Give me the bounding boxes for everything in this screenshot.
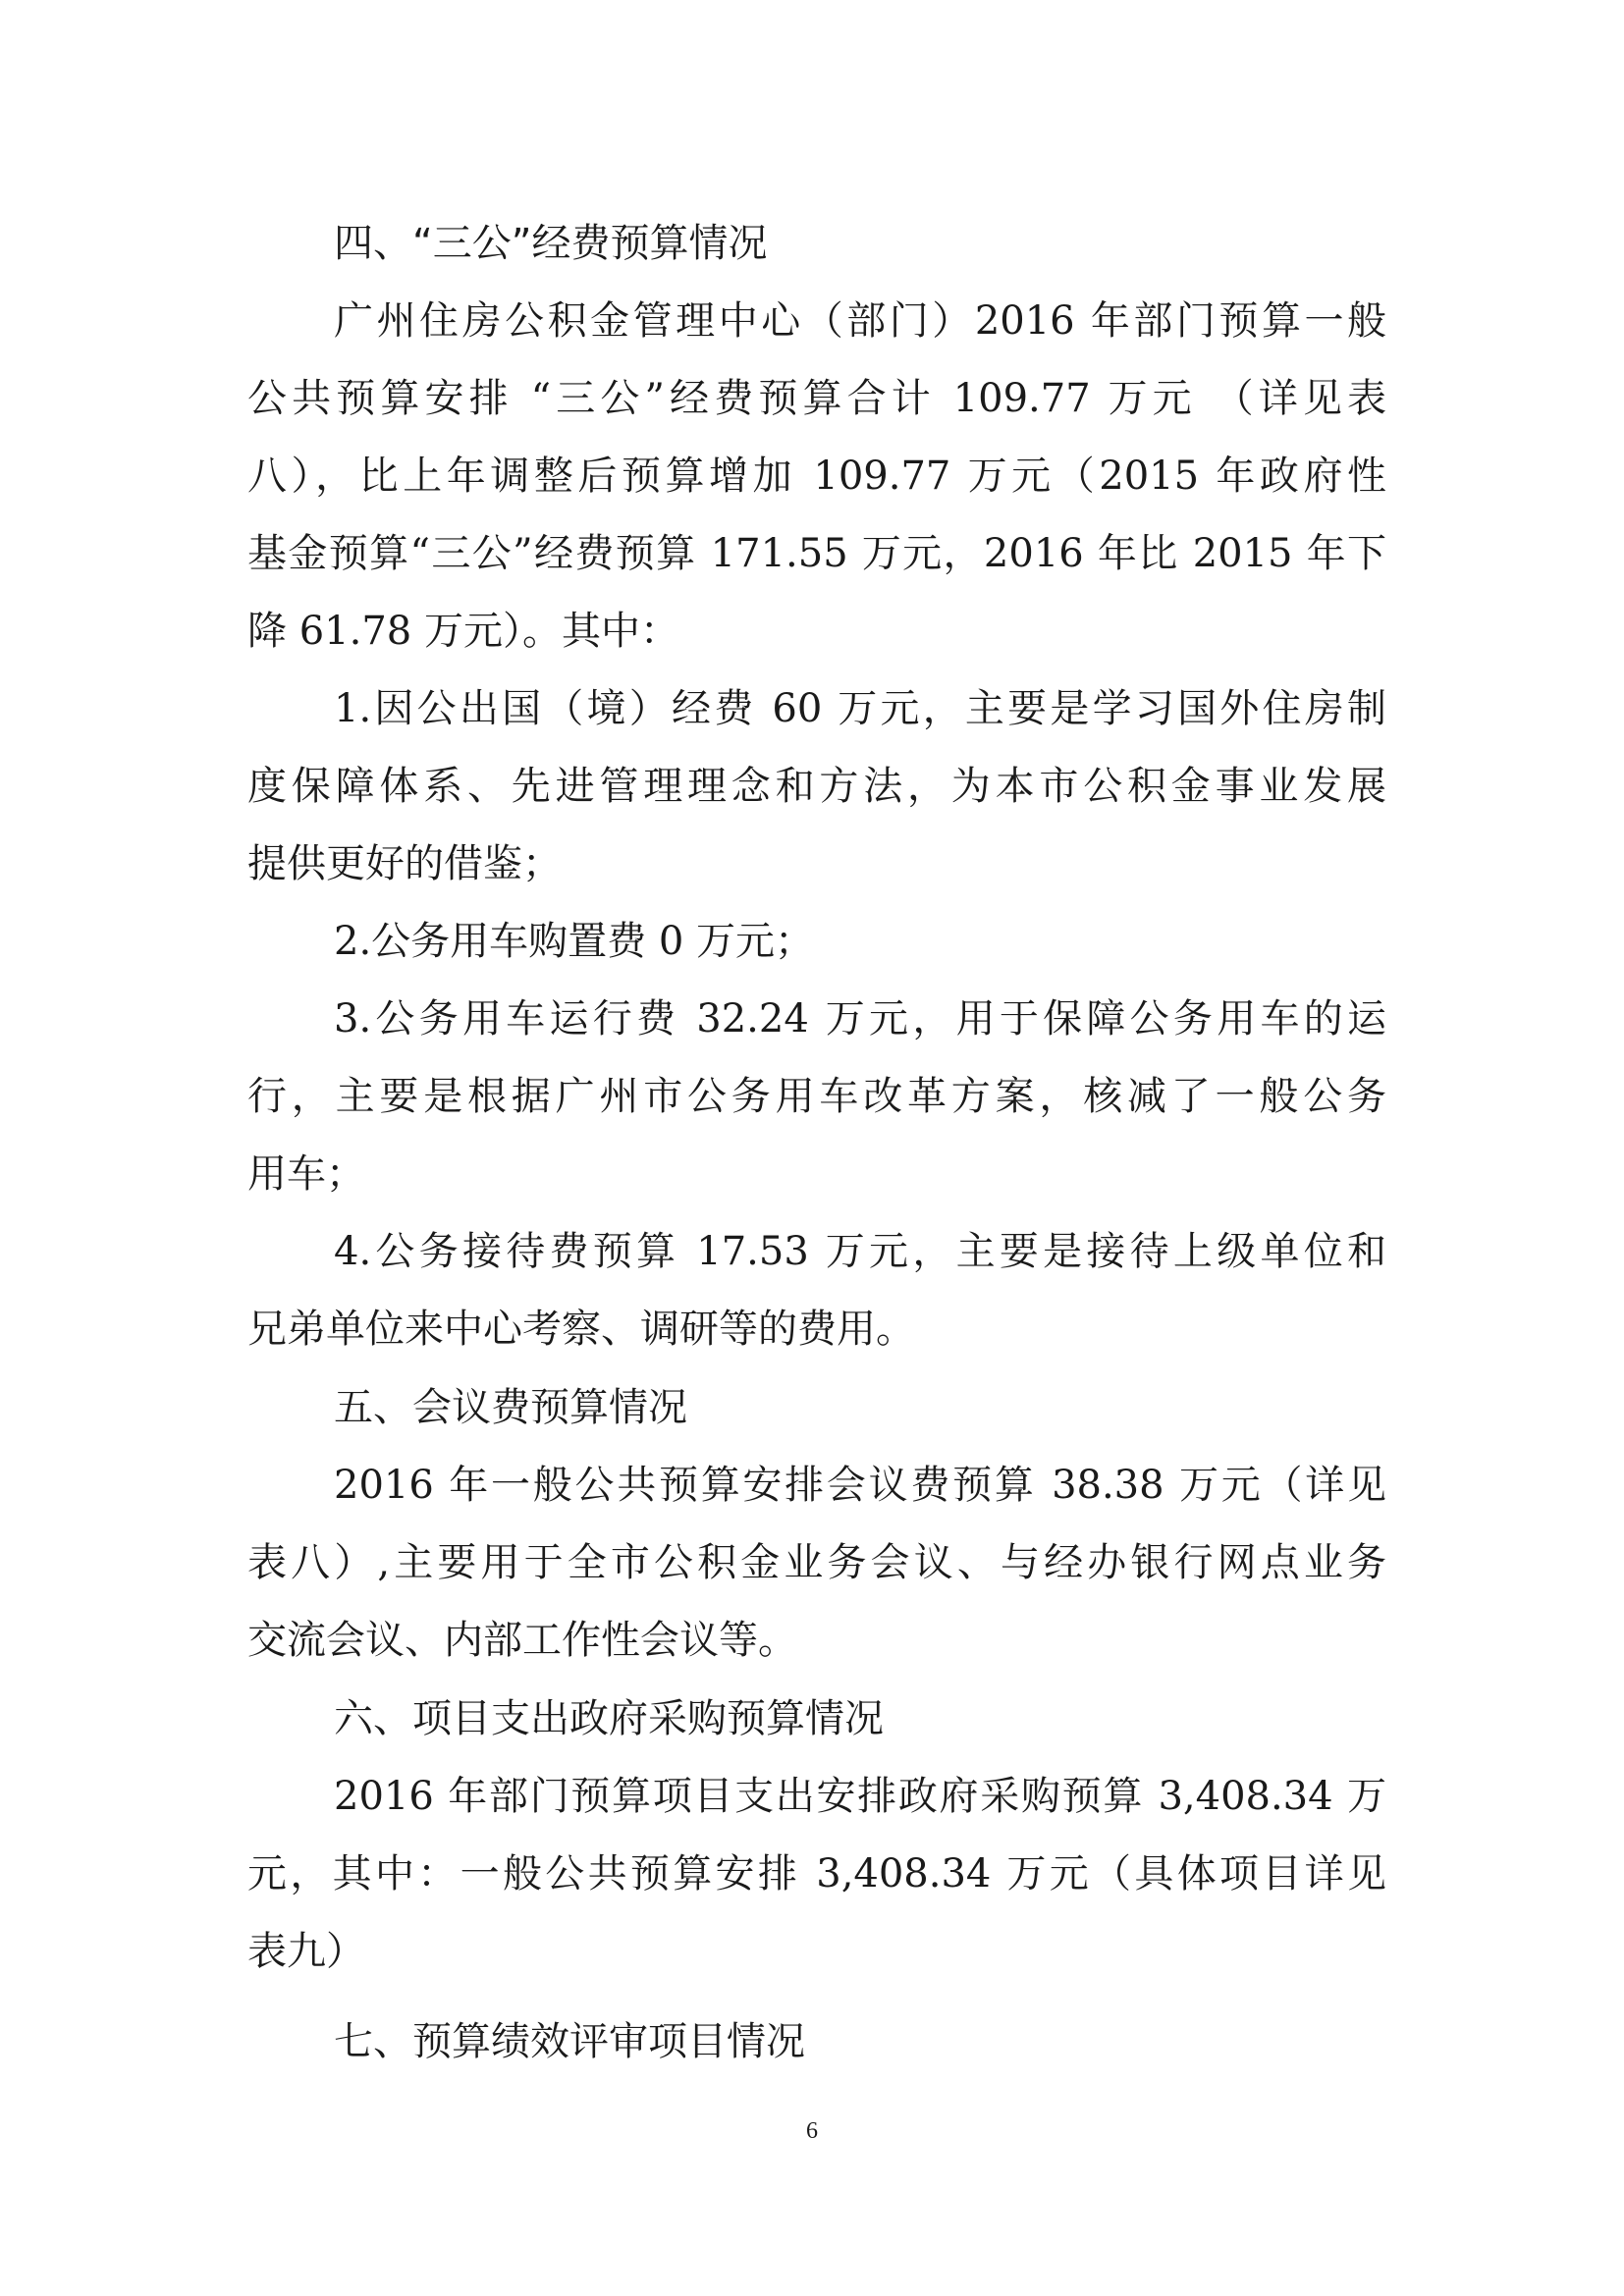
text-line: 用车；: [247, 1151, 365, 1197]
text-line: 4.公务接待费预算 17.53 万元，主要是接待上级单位和: [334, 1229, 1386, 1274]
paragraph-4-item-3: [247, 981, 1386, 1213]
section-heading-7: 七、预算绩效评审项目情况: [334, 2019, 805, 2064]
page-number: 6: [806, 2118, 818, 2144]
paragraph-4-item-2: [247, 903, 1386, 981]
section-heading-6: 六、项目支出政府采购预算情况: [334, 1696, 884, 1741]
text-line: 3.公务用车运行费 32.24 万元，用于保障公务用车的运: [334, 996, 1386, 1041]
text-line: 2016 年一般公共预算安排会议费预算 38.38 万元（详见: [334, 1463, 1386, 1508]
text-line: 度保障体系、先进管理理念和方法，为本市公积金事业发展: [247, 764, 1386, 809]
text-line: 元，其中：一般公共预算安排 3,408.34 万元（具体项目详见: [247, 1851, 1386, 1896]
paragraph-6: [247, 1758, 1386, 1991]
section-heading-5: 五、会议费预算情况: [334, 1385, 687, 1430]
text-line: 基金预算“三公”经费预算 171.55 万元，2016 年比 2015 年下: [247, 531, 1386, 576]
text-line: 表八）,主要用于全市公积金业务会议、与经办银行网点业务: [247, 1540, 1386, 1585]
spacer: [247, 1991, 1386, 2002]
text-line: 表九）: [247, 1929, 365, 1974]
text-line: 2016 年部门预算项目支出安排政府采购预算 3,408.34 万: [334, 1774, 1386, 1819]
text-line: 广州住房公积金管理中心（部门）2016 年部门预算一般: [334, 298, 1386, 344]
document-body: [247, 204, 1386, 2081]
text-line: 提供更好的借鉴；: [247, 841, 562, 886]
text-line: 1.因公出国（境）经费 60 万元，主要是学习国外住房制: [334, 686, 1386, 731]
text-line: 兄弟单位来中心考察、调研等的费用。: [247, 1307, 915, 1352]
paragraph-4-intro: [247, 283, 1386, 670]
section-heading-4: 四、“三公”经费预算情况: [334, 221, 768, 266]
text-line: 行，主要是根据广州市公务用车改革方案，核减了一般公务: [247, 1074, 1386, 1119]
text-line: 降 61.78 万元）。其中：: [247, 609, 679, 654]
paragraph-5: [247, 1447, 1386, 1680]
text-line: 公共预算安排 “三公”经费预算合计 109.77 万元 （详见表: [247, 376, 1386, 421]
paragraph-4-item-4: [247, 1213, 1386, 1368]
text-line: 交流会议、内部工作性会议等。: [247, 1618, 797, 1663]
paragraph-4-item-1: [247, 670, 1386, 903]
text-line: 2.公务用车购置费 0 万元；: [334, 919, 815, 964]
text-line: 八），比上年调整后预算增加 109.77 万元（2015 年政府性: [247, 454, 1386, 499]
